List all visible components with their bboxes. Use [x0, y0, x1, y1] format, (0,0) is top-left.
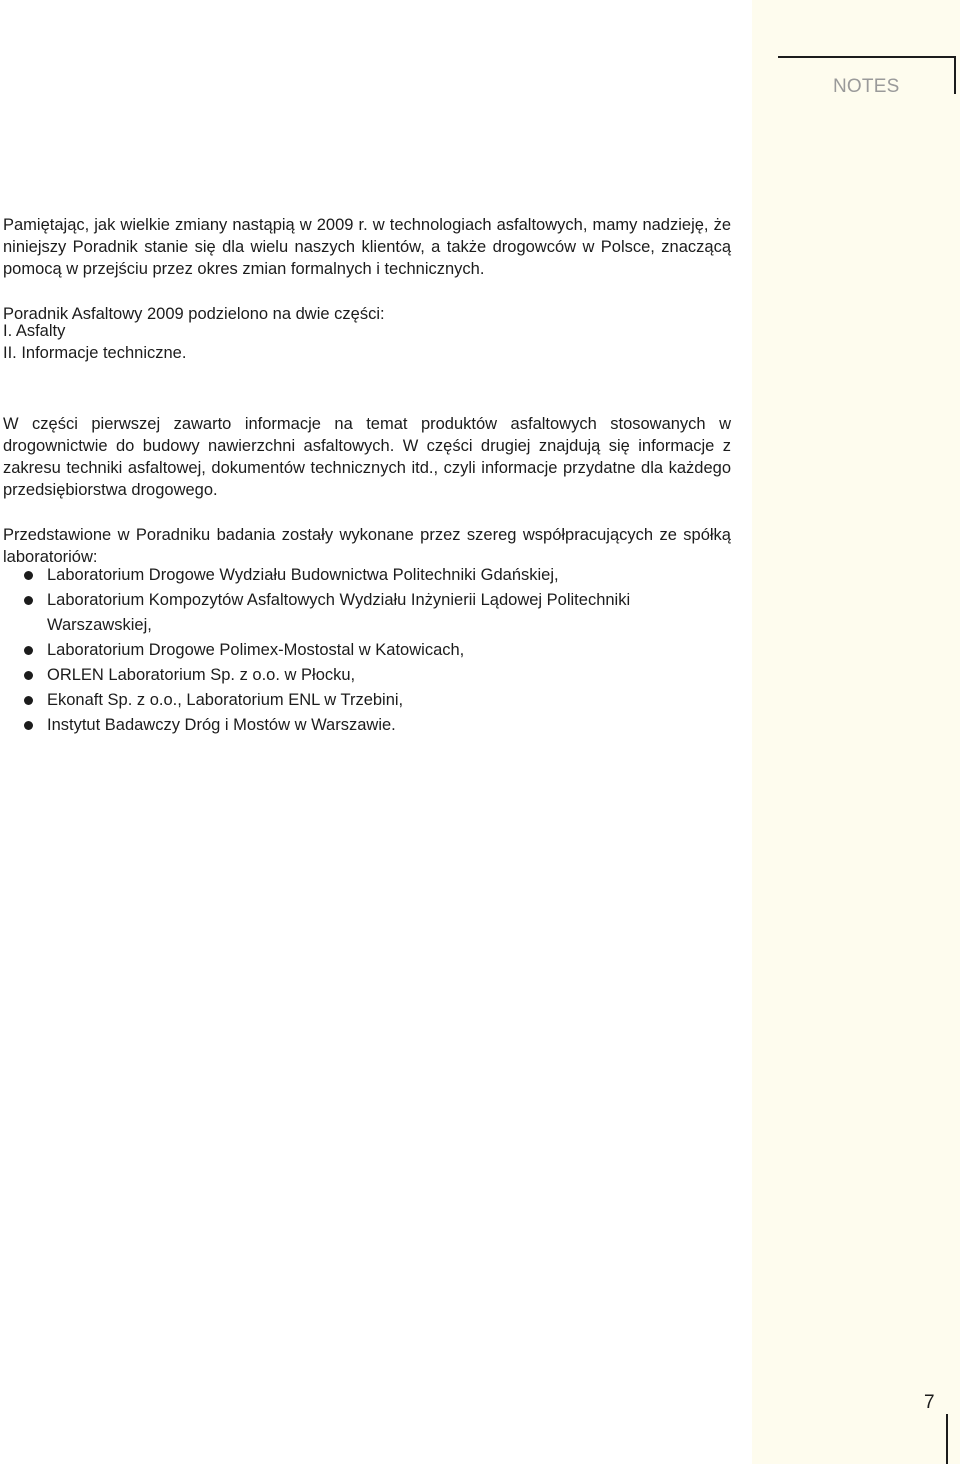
laboratory-item [20, 563, 720, 588]
laboratory-item [20, 663, 720, 688]
intro-paragraph: Pamiętając, jak wielkie zmiany nastąpią w 2009 r. w technologiach asfaltowych, mamy nadzieję, że niniejszy Poradnik stanie się dla wielu naszych klientów, a także drogowców w Polsce, znaczącą pomocą w przejściu przez okres zmian formalnych i technicznych. [3, 215, 731, 278]
laboratory-name: Ekonaft Sp. z o.o., Laboratorium ENL w Trzebini, [47, 691, 404, 709]
parts-description-paragraph: W części pierwszej zawarto informacje na temat produktów asfaltowych stosowanych w drogownictwie do budowy nawierzchni asfaltowych. W części drugiej znajdują się informacje z zakresu techniki asfaltowej, dokumentów technicznych itd., czyli informacje przydatne dla każdego przedsiębiorstwa drogowego. [3, 414, 731, 499]
notes-horizontal-rule [778, 56, 956, 58]
bullet-icon [24, 721, 33, 730]
laboratory-name: Laboratorium Drogowe Polimex-Mostostal w Katowicach, [47, 641, 465, 659]
part-item: I. Asfalty [3, 322, 66, 340]
parts-intro-paragraph: Poradnik Asfaltowy 2009 podzielono na dwie części: [3, 304, 385, 323]
laboratory-name: Laboratorium Kompozytów Asfaltowych Wydziału Inżynierii Lądowej Politechniki Warszawskiej, [47, 591, 631, 634]
laboratories-list [20, 563, 720, 738]
bullet-icon [24, 671, 33, 680]
page-number-rule [946, 1414, 948, 1464]
laboratory-item [20, 688, 720, 713]
laboratory-name: ORLEN Laboratorium Sp. z o.o. w Płocku, [47, 666, 356, 684]
laboratory-name: Instytut Badawczy Dróg i Mostów w Warszawie. [47, 716, 396, 734]
notes-label: NOTES [833, 76, 900, 97]
page-number: 7 [924, 1392, 935, 1413]
laboratory-item [20, 588, 720, 638]
laboratories-intro-paragraph: Przedstawione w Poradniku badania zostały wykonane przez szereg współpracujących ze spółką laboratoriów: [3, 525, 731, 566]
part-item: II. Informacje techniczne. [3, 344, 187, 362]
bullet-icon [24, 696, 33, 705]
bullet-icon [24, 596, 33, 605]
bullet-icon [24, 571, 33, 580]
laboratory-item [20, 638, 720, 663]
bullet-icon [24, 646, 33, 655]
laboratory-item [20, 713, 720, 738]
notes-vertical-rule [954, 56, 956, 94]
laboratory-name: Laboratorium Drogowe Wydziału Budownictwa Politechniki Gdańskiej, [47, 566, 559, 584]
notes-column [752, 0, 960, 1464]
parts-list [3, 320, 731, 364]
